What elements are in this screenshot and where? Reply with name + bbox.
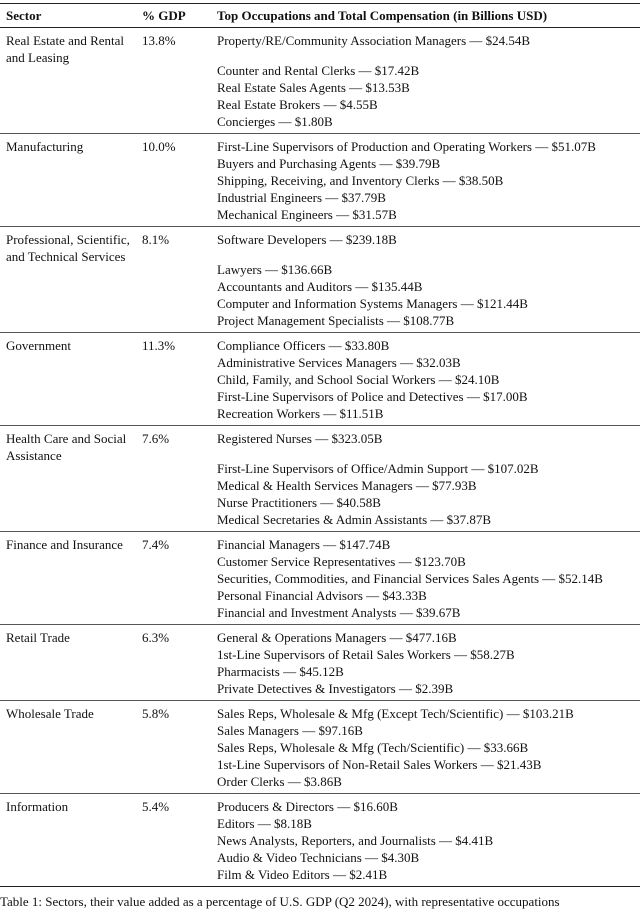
table-body: [0, 27, 640, 886]
occupation-item: First-Line Supervisors of Police and Detectives — $17.00B: [217, 389, 528, 404]
occupation-item: General & Operations Managers — $477.16B: [217, 630, 457, 645]
occupation-item: Counter and Rental Clerks — $17.42B: [217, 63, 420, 78]
occupation-item: Real Estate Sales Agents — $13.53B: [217, 80, 410, 95]
sector-cell: Manufacturing: [6, 139, 84, 154]
occupation-item: Recreation Workers — $11.51B: [217, 406, 384, 421]
occupation-item: Accountants and Auditors — $135.44B: [217, 279, 423, 294]
sector-occupation-table: [0, 3, 640, 887]
gdp-cell: 11.3%: [142, 338, 176, 353]
occupation-item: Pharmacists — $45.12B: [217, 664, 344, 679]
occupations-cell: [217, 798, 640, 883]
occupation-item: Financial and Investment Analysts — $39.67B: [217, 605, 461, 620]
gdp-cell: 5.4%: [142, 799, 170, 814]
occupations-cell: [217, 536, 640, 621]
occupation-item: Mechanical Engineers — $31.57B: [217, 207, 397, 222]
table-row: [0, 531, 640, 624]
occupation-item: Lawyers — $136.66B: [217, 262, 333, 277]
occupation-item: Computer and Information Systems Managers — $121.44B: [217, 296, 528, 311]
occupations-cell: [217, 337, 640, 422]
occupations-cell: [217, 231, 640, 329]
sector-cell: Information: [6, 799, 69, 814]
gdp-cell: 7.6%: [142, 431, 170, 446]
table-row: [0, 332, 640, 425]
occupation-item: Medical & Health Services Managers — $77.93B: [217, 478, 477, 493]
occupation-item: Industrial Engineers — $37.79B: [217, 190, 386, 205]
occupation-item: 1st-Line Supervisors of Retail Sales Workers — $58.27B: [217, 647, 515, 662]
table-header-row: [0, 4, 640, 27]
occupation-item: Sales Managers — $97.16B: [217, 723, 363, 738]
occupation-item: Project Management Specialists — $108.77B: [217, 313, 455, 328]
occupation-item: Customer Service Representatives — $123.70B: [217, 554, 466, 569]
occupation-item: Private Detectives & Investigators — $2.39B: [217, 681, 454, 696]
header-gdp: % GDP: [142, 8, 186, 23]
occupation-item: Medical Secretaries & Admin Assistants — $37.87B: [217, 512, 492, 527]
occupation-item: Concierges — $1.80B: [217, 114, 333, 129]
occupation-item: News Analysts, Reporters, and Journalists — $4.41B: [217, 833, 494, 848]
occupation-item: Compliance Officers — $33.80B: [217, 338, 390, 353]
sector-cell: Government: [6, 338, 71, 353]
occupation-item: Property/RE/Community Association Managers — $24.54B: [217, 33, 531, 48]
occupation-item: Shipping, Receiving, and Inventory Clerks — $38.50B: [217, 173, 504, 188]
occupation-item: First-Line Supervisors of Office/Admin Support — $107.02B: [217, 461, 539, 476]
occupation-item: Software Developers — $239.18B: [217, 232, 397, 247]
occupation-item: Financial Managers — $147.74B: [217, 537, 391, 552]
table-row: [0, 425, 640, 531]
gdp-cell: 8.1%: [142, 232, 170, 247]
occupation-item: Editors — $8.18B: [217, 816, 312, 831]
occupation-item: Producers & Directors — $16.60B: [217, 799, 398, 814]
occupation-item: Order Clerks — $3.86B: [217, 774, 342, 789]
table-row: [0, 793, 640, 886]
sector-cell: Retail Trade: [6, 630, 70, 645]
occupation-item: Audio & Video Technicians — $4.30B: [217, 850, 420, 865]
sector-cell: Real Estate and Rental and Leasing: [6, 33, 125, 65]
header-sector: Sector: [6, 8, 42, 23]
occupation-item: Buyers and Purchasing Agents — $39.79B: [217, 156, 441, 171]
gdp-cell: 13.8%: [142, 33, 176, 48]
table-caption: Table 1: Sectors, their value added as a percentage of U.S. GDP (Q2 2024), with representative occupations: [0, 894, 560, 909]
table-row: [0, 133, 640, 226]
occupation-item: First-Line Supervisors of Production and Operating Workers — $51.07B: [217, 139, 596, 154]
occupation-item: Child, Family, and School Social Workers — $24.10B: [217, 372, 500, 387]
table-row: [0, 700, 640, 793]
table-row: [0, 226, 640, 332]
sector-cell: Professional, Scientific, and Technical Services: [6, 232, 130, 264]
sector-cell: Wholesale Trade: [6, 706, 94, 721]
occupation-item: Nurse Practitioners — $40.58B: [217, 495, 381, 510]
occupation-item: Sales Reps, Wholesale & Mfg (Tech/Scientific) — $33.66B: [217, 740, 529, 755]
occupation-item: 1st-Line Supervisors of Non-Retail Sales Workers — $21.43B: [217, 757, 542, 772]
occupation-item: Real Estate Brokers — $4.55B: [217, 97, 378, 112]
header-occupations: Top Occupations and Total Compensation (in Billions USD): [217, 8, 548, 23]
gdp-cell: 5.8%: [142, 706, 170, 721]
sector-cell: Finance and Insurance: [6, 537, 123, 552]
occupation-item: Film & Video Editors — $2.41B: [217, 867, 388, 882]
sector-cell: Health Care and Social Assistance: [6, 431, 127, 463]
occupations-cell: [217, 705, 640, 790]
table-row: [0, 27, 640, 133]
gdp-cell: 10.0%: [142, 139, 176, 154]
gdp-cell: 7.4%: [142, 537, 170, 552]
gdp-cell: 6.3%: [142, 630, 170, 645]
table-row: [0, 624, 640, 700]
occupation-item: Securities, Commodities, and Financial Services Sales Agents — $52.14B: [217, 571, 603, 586]
occupation-item: Registered Nurses — $323.05B: [217, 431, 383, 446]
occupations-cell: [217, 430, 640, 528]
occupations-cell: [217, 138, 640, 223]
occupation-item: Administrative Services Managers — $32.03B: [217, 355, 461, 370]
occupation-item: Personal Financial Advisors — $43.33B: [217, 588, 427, 603]
occupation-item: Sales Reps, Wholesale & Mfg (Except Tech/Scientific) — $103.21B: [217, 706, 574, 721]
occupations-cell: [217, 32, 640, 130]
occupations-cell: [217, 629, 640, 697]
